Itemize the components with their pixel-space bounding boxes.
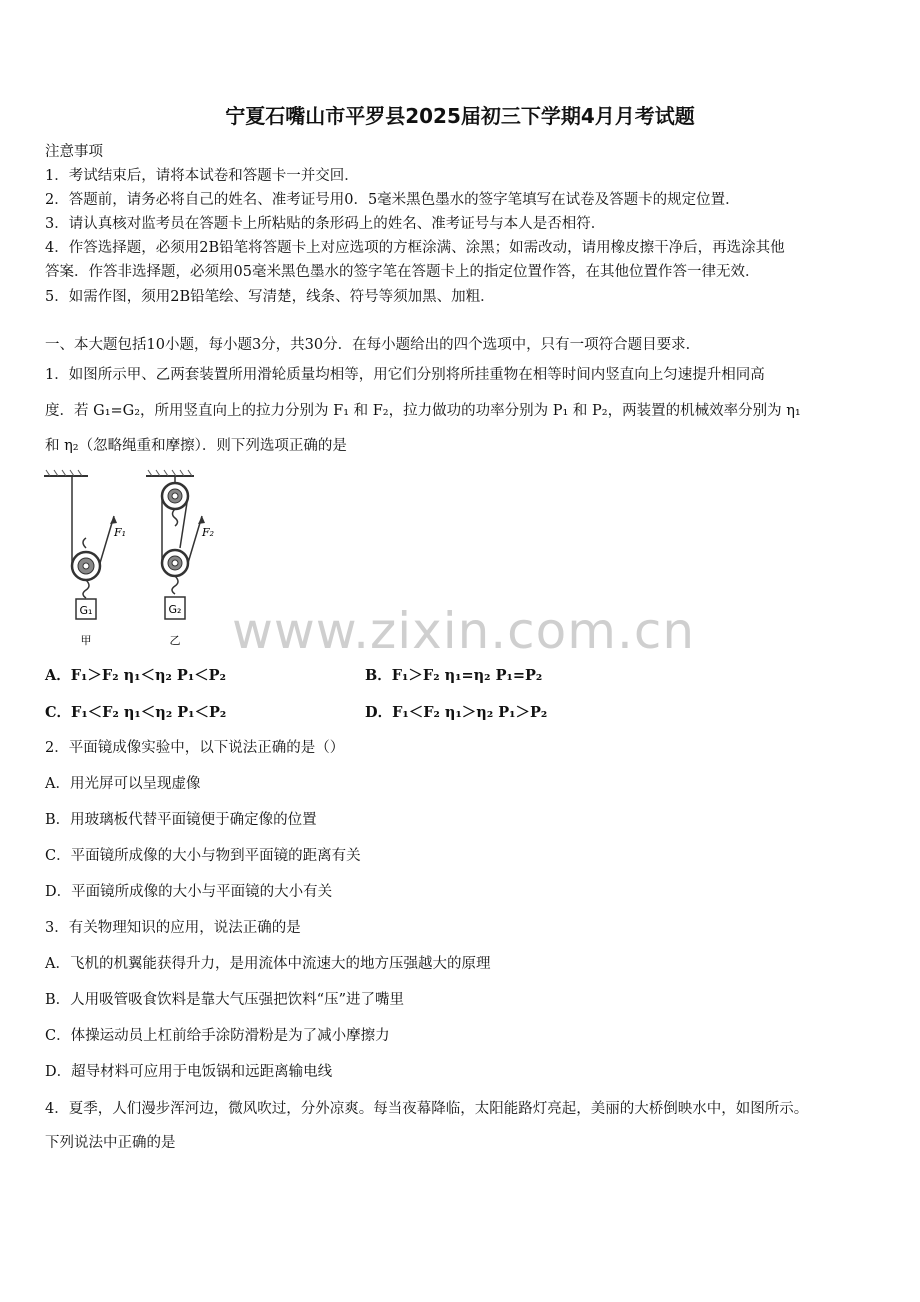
q2-option-a[interactable]: A．用光屏可以呈现虚像	[45, 776, 201, 792]
notice-item: 答案．作答非选择题，必须用05毫米黑色墨水的签字笔在答题卡上的指定位置作答，在其他位置作答一律无效．	[45, 264, 760, 280]
q1-option-c[interactable]: C．F₁＜F₂ η₁＜η₂ P₁＜P₂	[45, 704, 227, 721]
q1-option-b[interactable]: B．F₁＞F₂ η₁=η₂ P₁=P₂	[365, 667, 543, 684]
q3-stem: 3．有关物理知识的应用，说法正确的是	[45, 920, 301, 936]
notice-item: 2．答题前，请务必将自己的姓名、准考证号用0．5毫米黑色墨水的签字笔填写在试卷及答题卡的规定位置．	[45, 192, 740, 208]
q1-stem-line1: 1．如图所示甲、乙两套装置所用滑轮质量均相等，用它们分别将所挂重物在相等时间内竖直向上匀速提升相同高	[45, 367, 765, 383]
ceiling-yi	[146, 470, 194, 476]
pulley-figure	[42, 468, 222, 650]
q2-option-d[interactable]: D．平面镜所成像的大小与平面镜的大小有关	[45, 884, 333, 900]
section-heading: 一、本大题包括10小题，每小题3分，共30分．在每小题给出的四个选项中，只有一项符合题目要求．	[45, 337, 701, 353]
q2-option-c[interactable]: C．平面镜所成像的大小与物到平面镜的距离有关	[45, 848, 361, 864]
ceiling-jia	[44, 470, 88, 476]
q3-option-b[interactable]: B．人用吸管吸食饮料是靠大气压强把饮料“压”进了嘴里	[45, 992, 404, 1008]
q3-option-c[interactable]: C．体操运动员上杠前给手涂防滑粉是为了减小摩擦力	[45, 1028, 390, 1044]
notice-item: 5．如需作图，须用2B铅笔绘、写清楚，线条、符号等须加黑、加粗．	[45, 289, 495, 305]
q1-option-d[interactable]: D．F₁＜F₂ η₁＞η₂ P₁＞P₂	[365, 704, 548, 721]
q1-option-a[interactable]: A．F₁＞F₂ η₁＜η₂ P₁＜P₂	[45, 667, 226, 684]
page-title: 宁夏石嘴山市平罗县2025届初三下学期4月月考试题	[225, 104, 695, 128]
q4-stem-line1: 4．夏季，人们漫步浑河边，微风吹过，分外凉爽。每当夜幕降临，太阳能路灯亮起，美丽的大桥倒映水中，如图所示。	[45, 1101, 809, 1117]
f1-label: F₁	[114, 526, 127, 539]
notice-heading: 注意事项	[45, 144, 103, 160]
q1-stem-line2: 度．若 G₁=G₂，所用竖直向上的拉力分别为 F₁ 和 F₂，拉力做功的功率分别为 P₁ 和 P₂，两装置的机械效率分别为 η₁	[45, 403, 801, 419]
jia-label: 甲	[80, 634, 92, 647]
f2-label: F₂	[202, 526, 215, 539]
q2-stem: 2．平面镜成像实验中，以下说法正确的是（）	[45, 740, 345, 756]
notice-item: 4．作答选择题，必须用2B铅笔将答题卡上对应选项的方框涂满、涂黑；如需改动，请用橡皮擦干净后，再选涂其他	[45, 240, 785, 256]
g2-label: G₂	[168, 603, 182, 616]
watermark: www.zixin.com.cn	[232, 602, 696, 660]
notice-item: 3．请认真核对监考员在答题卡上所粘贴的条形码上的姓名、准考证号与本人是否相符．	[45, 216, 606, 232]
q2-option-b[interactable]: B．用玻璃板代替平面镜便于确定像的位置	[45, 812, 317, 828]
yi-label: 乙	[169, 634, 181, 647]
notice-item: 1．考试结束后，请将本试卷和答题卡一并交回．	[45, 168, 359, 184]
q4-stem-line2: 下列说法中正确的是	[45, 1135, 176, 1151]
q1-stem-line3: 和 η₂（忽略绳重和摩擦）．则下列选项正确的是	[45, 438, 347, 454]
g1-label: G₁	[79, 604, 93, 617]
q3-option-a[interactable]: A．飞机的机翼能获得升力，是用流体中流速大的地方压强越大的原理	[45, 956, 491, 972]
q3-option-d[interactable]: D．超导材料可应用于电饭锅和远距离输电线	[45, 1064, 333, 1080]
